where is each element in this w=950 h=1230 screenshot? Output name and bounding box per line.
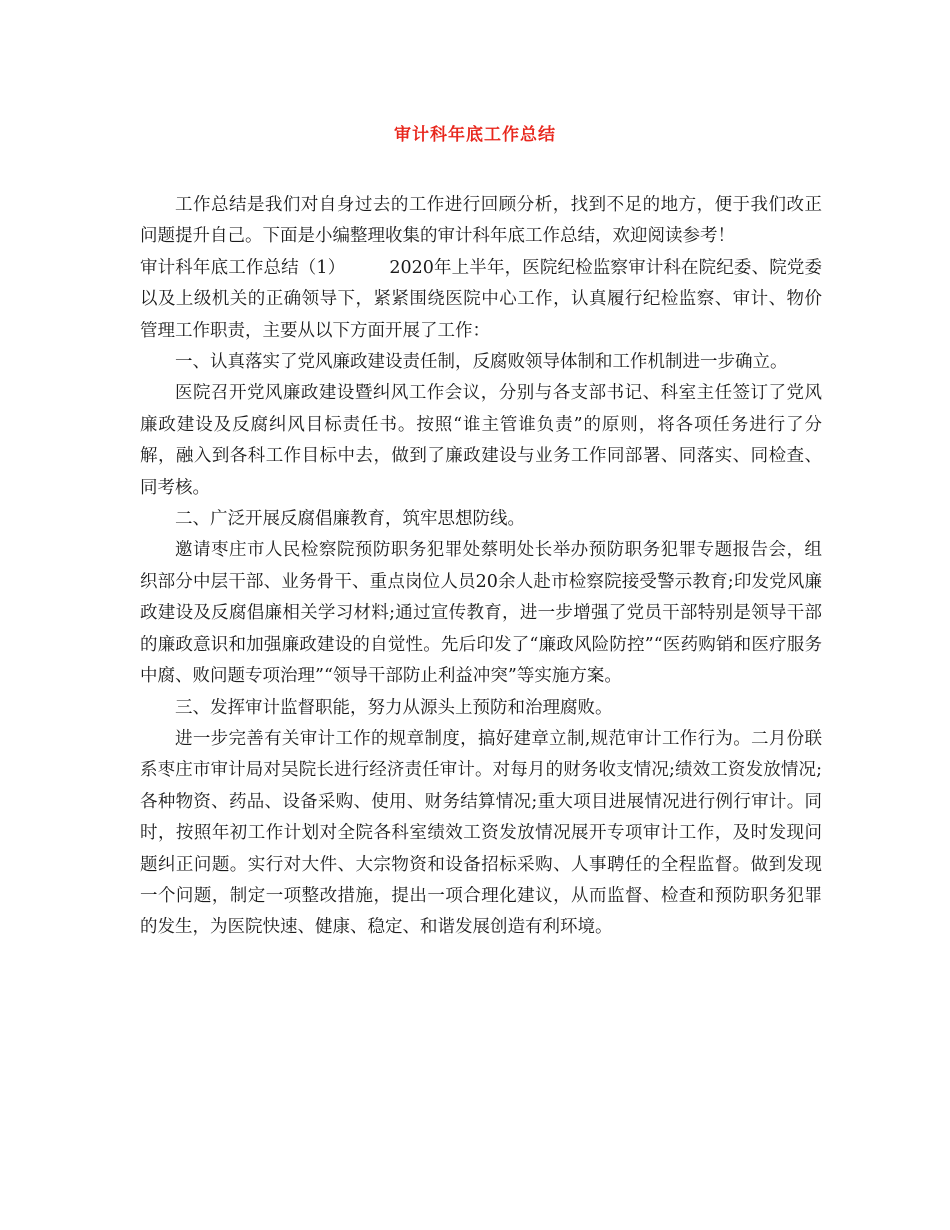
document-body [140,190,822,944]
paragraph-point-two-body: 邀请枣庄市人民检察院预防职务犯罪处蔡明处长举办预防职务犯罪专题报告会，组织部分中层干部、业务骨干、重点岗位人员20余人赴市检察院接受警示教育;印发党风廉政建设及反腐倡廉相关学习材料;通过宣传教育，进一步增强了党员干部特别是领导干部的廉政意识和加强廉政建设的自觉性。先后印发了“廉政风险防控”“医药购销和医疗服务中腐、败问题专项治理”“领导干部防止利益冲突”等实施方案。 [140,540,822,687]
paragraph-overview: 2020年上半年，医院纪检监察审计科在院纪委、院党委以及上级机关的正确领导下，紧紧围绕医院中心工作，认真履行纪检监察、审计、物价管理工作职责，主要从以下方面开展了工作： [140,257,822,341]
paragraph-section-heading [140,253,822,347]
section-heading: 审计科年底工作总结（1） [140,257,346,278]
paragraph-intro: 工作总结是我们对自身过去的工作进行回顾分析，找到不足的地方，便于我们改正问题提升自己。下面是小编整理收集的审计科年底工作总结，欢迎阅读参考！ [140,195,822,247]
paragraph-point-three-heading: 三、发挥审计监督职能，努力从源头上预防和治理腐败。 [175,697,613,718]
paragraph-point-one-body: 医院召开党风廉政建设暨纠风工作会议，分别与各支部书记、科室主任签订了党风廉政建设及反腐纠风目标责任书。按照“谁主管谁负责”的原则，将各项任务进行了分解，融入到各科工作目标中去，做到了廉政建设与业务工作同部署、同落实、同检查、同考核。 [140,383,822,498]
paragraph-point-one-heading: 一、认真落实了党风廉政建设责任制，反腐败领导体制和工作机制进一步确立。 [175,352,788,373]
document-title: 审计科年底工作总结 [394,125,556,145]
paragraph-point-three-body: 进一步完善有关审计工作的规章制度，搞好建章立制,规范审计工作行为。二月份联系枣庄市审计局对吴院长进行经济责任审计。对每月的财务收支情况;绩效工资发放情况;各种物资、药品、设备采购、使用、财务结算情况;重大项目进展情况进行例行审计。同时，按照年初工作计划对全院各科室绩效工资发放情况展开专项审计工作，及时发现问题纠正问题。实行对大件、大宗物资和设备招标采购、人事聘任的全程监督。做到发现一个问题，制定一项整改措施，提出一项合理化建议，从而监督、检查和预防职务犯罪的发生，为医院快速、健康、稳定、和谐发展创造有利环境。 [140,728,822,938]
paragraph-point-two-heading: 二、广泛开展反腐倡廉教育，筑牢思想防线。 [175,509,525,530]
